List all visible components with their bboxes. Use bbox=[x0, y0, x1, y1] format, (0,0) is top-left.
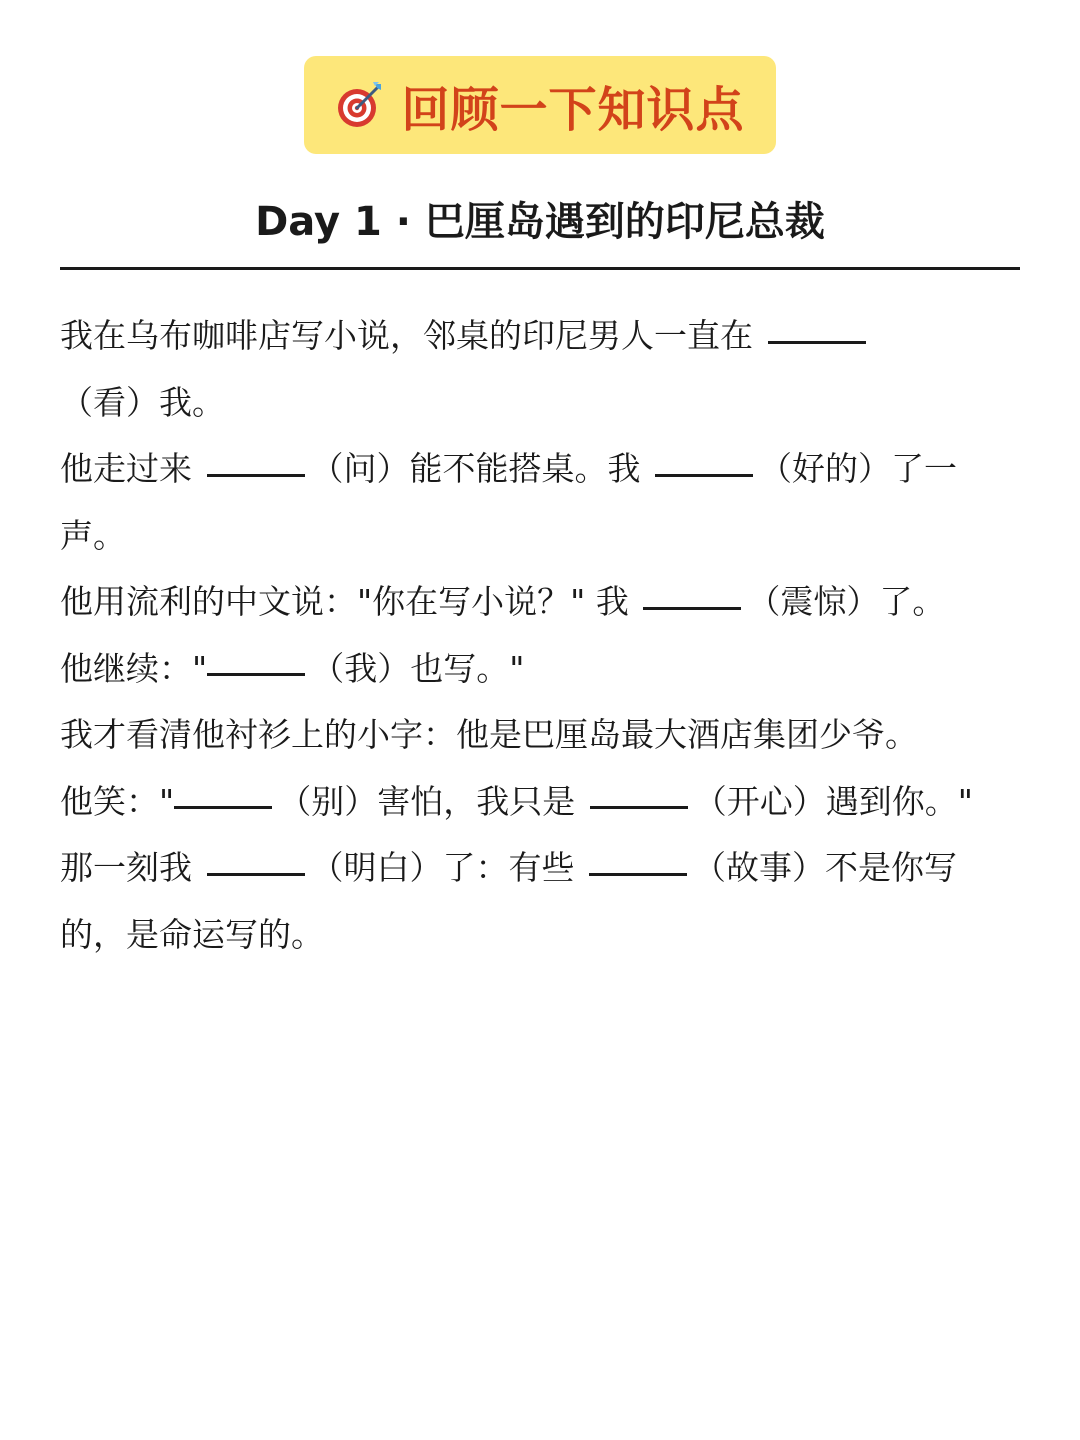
story-line-2: 他走过来 （问）能不能搭桌。我 （好的）了一声。 bbox=[60, 449, 957, 555]
target-dart-icon bbox=[335, 80, 385, 130]
fill-blank[interactable] bbox=[768, 340, 866, 344]
fill-blank[interactable] bbox=[643, 606, 741, 610]
fill-blank[interactable] bbox=[207, 672, 305, 676]
page-subtitle: Day 1 · 巴厘岛遇到的印尼总裁 bbox=[255, 199, 825, 245]
story-line-4: 他继续：" （我）也写。" bbox=[60, 648, 525, 688]
story-line-6: 他笑：" （别）害怕，我只是 （开心）遇到你。" bbox=[60, 781, 973, 821]
fill-blank[interactable] bbox=[655, 473, 753, 477]
story-line-1: 我在乌布咖啡店写小说，邻桌的印尼男人一直在 （看）我。 bbox=[60, 303, 1022, 436]
fill-blank[interactable] bbox=[589, 872, 687, 876]
header-badge bbox=[304, 56, 776, 154]
story-body bbox=[60, 303, 1022, 968]
header-title: 回顾一下知识点 bbox=[401, 81, 745, 138]
fill-blank[interactable] bbox=[590, 805, 688, 809]
fill-blank[interactable] bbox=[207, 473, 305, 477]
story-line-5: 我才看清他衬衫上的小字：他是巴厘岛最大酒店集团少爷。 bbox=[60, 715, 918, 754]
story-line-7: 那一刻我 （明白）了：有些 （故事）不是你写的，是命运写的。 bbox=[60, 848, 957, 954]
divider bbox=[60, 267, 1020, 270]
story-line-3: 他用流利的中文说："你在写小说？" 我 （震惊）了。 bbox=[60, 582, 946, 621]
fill-blank[interactable] bbox=[174, 805, 272, 809]
fill-blank[interactable] bbox=[207, 872, 305, 876]
